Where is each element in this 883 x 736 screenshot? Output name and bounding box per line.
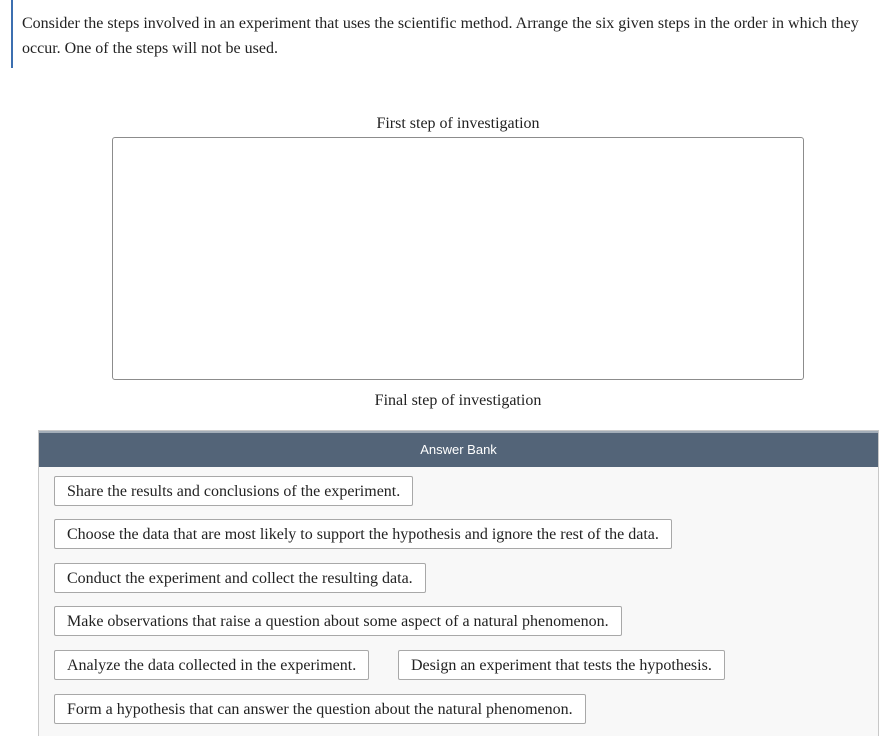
question-accent-rule [11,0,13,68]
first-step-label: First step of investigation [376,115,540,132]
answer-chip-make-observations[interactable]: Make observations that raise a question about some aspect of a natural phenomenon. [54,606,622,636]
ordering-drop-zone[interactable] [112,137,804,380]
answer-chip-form-hypothesis[interactable]: Form a hypothesis that can answer the question about the natural phenomenon. [54,694,586,724]
answer-chip-analyze-data[interactable]: Analyze the data collected in the experiment. [54,650,369,680]
question-text: Consider the steps involved in an experiment that uses the scientific method. Arrange the six given steps in the order in which they occur. One of the steps will not be used. [22,15,859,57]
answer-bank-title: Answer Bank [39,431,878,467]
answer-chip-conduct-experiment[interactable]: Conduct the experiment and collect the resulting data. [54,563,426,593]
answer-bank [38,430,879,736]
answer-chip-choose-data[interactable]: Choose the data that are most likely to support the hypothesis and ignore the rest of the data. [54,519,672,549]
answer-chip-share-results[interactable]: Share the results and conclusions of the experiment. [54,476,413,506]
answer-chip-design-experiment[interactable]: Design an experiment that tests the hypothesis. [398,650,725,680]
final-step-label: Final step of investigation [374,392,542,409]
